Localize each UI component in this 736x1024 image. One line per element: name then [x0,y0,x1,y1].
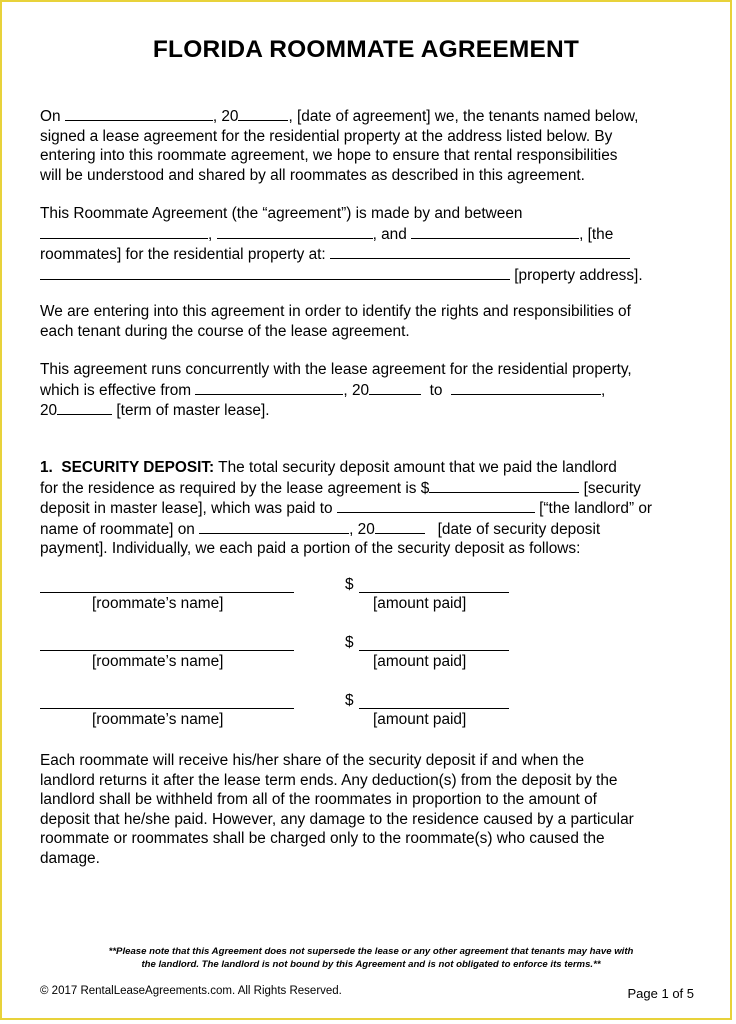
property-address-blank-1[interactable] [330,244,630,259]
deposit-line-5: payment]. Individually, we each paid a portion of the security deposit as follows: [40,540,581,558]
roommate-1-blank[interactable] [40,224,208,239]
purpose-line-1: We are entering into this agreement in order to identify the rights and responsibilities of [40,303,631,320]
purpose-line-2: each tenant during the course of the lease agreement. [40,322,410,340]
return-line-4: deposit that he/she paid. However, any damage to the residence caused by a particular [40,810,634,828]
deposit-line-4: name of roommate] on , 20 [date of security deposit [40,520,601,538]
return-line-2: landlord returns it after the lease term ends. Any deduction(s) from the deposit by the [40,771,618,789]
term-line-2: which is effective from , 20 to , [40,381,606,399]
amount-paid-label: [amount paid] [373,653,467,670]
return-line-1: Each roommate will receive his/her share of the security deposit if and when the [40,752,585,769]
parties-line-3: roommates] for the residential property at: [40,244,704,265]
intro-line-2: signed a lease agreement for the residential property at the address listed below. By [40,127,613,145]
intro-line-3: entering into this roommate agreement, we hope to ensure that rental responsibilities [40,147,618,165]
note-line-2: the landlord. The landlord is not bound by this Agreement and is not obligated to enforce its terms.** [141,959,601,970]
parties-line-4: [property address]. [40,265,704,286]
security-deposit-section [40,458,704,559]
roommate-name-line[interactable] [40,592,294,593]
roommate-name-label: [roommate’s name] [92,653,224,670]
lease-end-year-blank[interactable] [57,400,112,415]
term-paragraph [40,360,704,421]
deposit-line-3: deposit in master lease], which was paid to [“the landlord” or [40,500,653,518]
copyright-notice: © 2017 RentalLeaseAgreements.com. All Rights Reserved. [40,985,342,997]
paid-to-blank[interactable] [337,498,535,513]
deposit-line-2: for the residence as required by the lease agreement is $ [security [40,479,641,497]
dollar-sign: $ [345,692,354,709]
deposit-share-row [40,576,520,620]
roommate-name-line[interactable] [40,708,294,709]
agreement-date-blank[interactable] [65,106,213,121]
lease-start-year-blank[interactable] [369,380,421,395]
return-line-5: roommate or roommates shall be charged only to the roommate(s) who caused the [40,830,605,848]
amount-paid-line[interactable] [359,592,509,593]
page-number: Page 1 of 5 [627,986,694,1001]
agreement-year-blank[interactable] [238,106,288,121]
lease-end-blank[interactable] [451,380,601,395]
note-line-1: **Please note that this Agreement does not supersede the lease or any other agreement that tenants may have with [108,946,634,957]
document-title: FLORIDA ROOMMATE AGREEMENT [152,36,580,63]
deposit-year-blank[interactable] [375,519,425,534]
purpose-paragraph [40,302,704,341]
lease-start-blank[interactable] [195,380,343,395]
term-line-3: 20 [term of master lease]. [40,402,270,420]
roommate-name-label: [roommate’s name] [92,711,224,728]
amount-paid-line[interactable] [359,650,509,651]
deposit-return-paragraph [40,751,704,869]
amount-paid-line[interactable] [359,708,509,709]
parties-line-2: , , and , [the [40,224,704,245]
amount-paid-label: [amount paid] [373,595,467,612]
intro-line-1: On , 20 , [date of agreement] we, the tenants named below, [40,108,639,125]
amount-paid-label: [amount paid] [373,711,467,728]
deposit-share-row [40,634,520,678]
return-line-3: landlord shall be withheld from all of the roommates in proportion to the amount of [40,791,597,809]
return-line-6: damage. [40,849,100,867]
parties-paragraph [40,204,704,285]
dollar-sign: $ [345,576,354,593]
disclaimer-note [40,945,702,971]
parties-line-1: This Roommate Agreement (the “agreement”) is made by and between [40,205,523,222]
property-address-blank-2[interactable] [40,265,510,280]
dollar-sign: $ [345,634,354,651]
roommate-3-blank[interactable] [411,224,579,239]
deposit-date-blank[interactable] [199,519,349,534]
deposit-line-1: 1. SECURITY DEPOSIT: The total security deposit amount that we paid the landlord [40,459,617,476]
term-line-1: This agreement runs concurrently with the lease agreement for the residential property, [40,361,632,378]
roommate-name-line[interactable] [40,650,294,651]
intro-paragraph [40,106,704,185]
section-heading: 1. SECURITY DEPOSIT: [40,459,215,476]
deposit-share-row [40,692,520,736]
roommate-2-blank[interactable] [217,224,373,239]
roommate-name-label: [roommate’s name] [92,595,224,612]
intro-line-4: will be understood and shared by all roommates as described in this agreement. [40,166,585,184]
deposit-amount-blank[interactable] [429,478,579,493]
